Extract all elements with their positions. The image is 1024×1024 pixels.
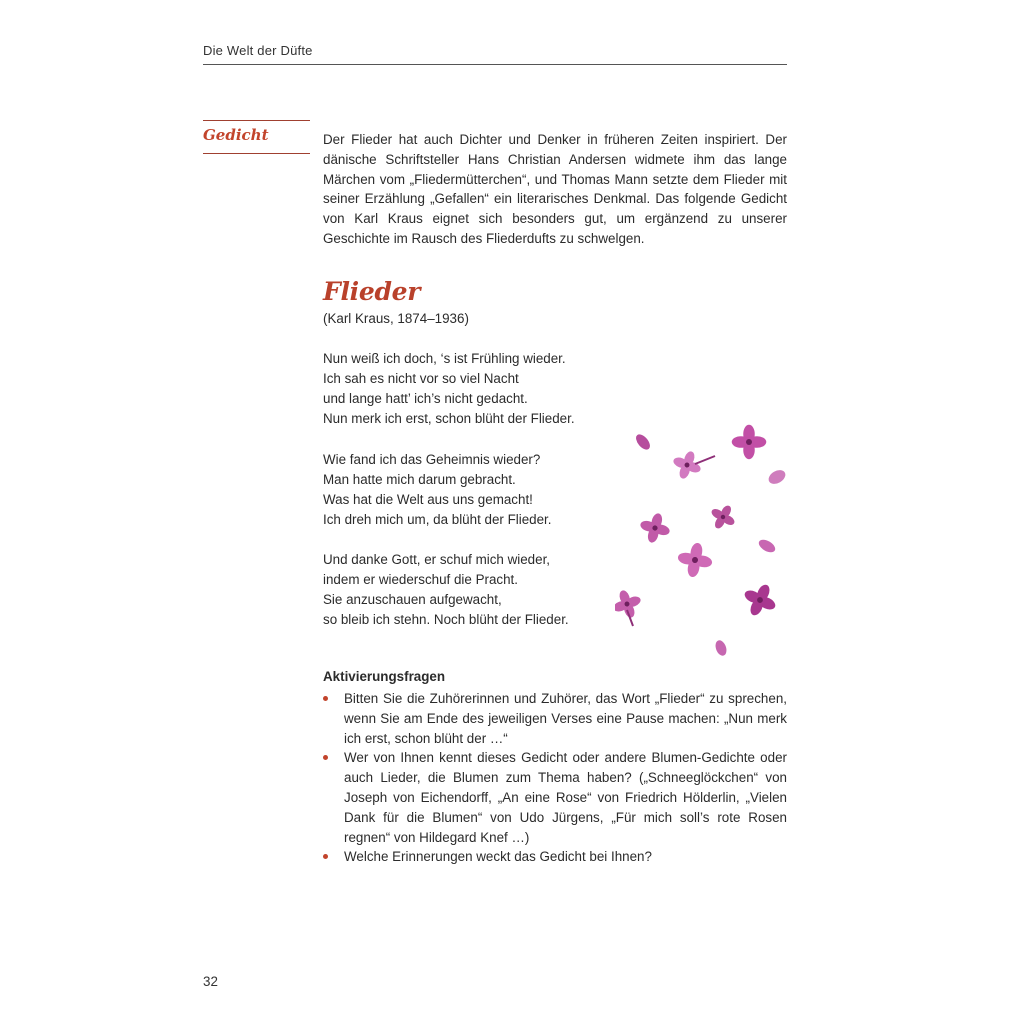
- poem-line: Nun merk ich erst, schon blüht der Flieder.: [323, 411, 575, 426]
- questions-heading: Aktivierungsfragen: [323, 669, 446, 684]
- list-item: [323, 847, 787, 867]
- poem-line: Ich dreh mich um, da blüht der Flieder.: [323, 512, 552, 527]
- running-head: Die Welt der Düfte: [203, 43, 313, 58]
- poem-stanza: [323, 349, 623, 429]
- side-label-rule-top: [203, 120, 310, 121]
- poem-stanza: [323, 550, 623, 630]
- poem-author: (Karl Kraus, 1874–1936): [323, 311, 469, 326]
- poem-line: Wie fand ich das Geheimnis wieder?: [323, 452, 541, 467]
- poem-stanza: [323, 450, 623, 530]
- poem-line: so bleib ich stehn. Noch blüht der Flieder.: [323, 612, 569, 627]
- question-text: Welche Erinnerungen weckt das Gedicht bei Ihnen?: [344, 849, 652, 865]
- header-rule: [203, 64, 787, 65]
- petal-group: [615, 425, 788, 657]
- lilac-petals-illustration: [615, 420, 805, 680]
- poem-title: Flieder: [323, 277, 421, 306]
- poem-line: Nun weiß ich doch, ‘s ist Frühling wieder.: [323, 351, 566, 366]
- questions-list: [323, 689, 787, 867]
- intro-paragraph: Der Flieder hat auch Dichter und Denker in früheren Zeiten inspiriert. Der dänische Schriftsteller Hans Christian Andersen widmete ihm das lange Märchen vom „Fliedermütterchen“, und Thomas Mann setzte dem Flieder mit seiner Erzählung „Gefallen“ ein literarisches Denkmal. Das folgende Gedicht von Karl Kraus eignet sich besonders gut, um ergänzend zu unserer Geschichte im Rausch des Fliederdufts zu schwelgen.: [323, 132, 787, 246]
- side-label: Gedicht: [203, 126, 269, 144]
- poem-line: indem er wiederschuf die Pracht.: [323, 572, 519, 587]
- poem-line: Man hatte mich darum gebracht.: [323, 472, 516, 487]
- poem-line: Sie anzuschauen aufgewacht,: [323, 592, 502, 607]
- list-item: [323, 748, 787, 847]
- poem-line: Ich sah es nicht vor so viel Nacht: [323, 371, 519, 386]
- poem-line: und lange hatt’ ich’s nicht gedacht.: [323, 391, 528, 406]
- list-item: [323, 689, 787, 748]
- bullet-icon: [323, 755, 328, 760]
- bullet-icon: [323, 854, 328, 859]
- side-label-rule-bottom: [203, 153, 310, 154]
- question-text: Bitten Sie die Zuhörerinnen und Zuhörer, das Wort „Flieder“ zu sprechen, wenn Sie am Ende des jeweiligen Verses eine Pause machen: „Nun merk ich erst, schon blüht der …“: [344, 691, 787, 746]
- poem-line: Und danke Gott, er schuf mich wieder,: [323, 552, 551, 567]
- page-number: 32: [203, 974, 218, 989]
- bullet-icon: [323, 696, 328, 701]
- poem-line: Was hat die Welt aus uns gemacht!: [323, 492, 533, 507]
- question-text: Wer von Ihnen kennt dieses Gedicht oder andere Blumen-Gedichte oder auch Lieder, die Blumen zum Thema haben? („Schneeglöckchen“ von Joseph von Eichendorff, „An eine Rose“ von Friedrich Hölderlin, „Vielen Dank für die Blumen“ von Udo Jürgens, „Für mich soll’s rote Rosen regnen“ von Hildegard Knef …): [344, 750, 787, 845]
